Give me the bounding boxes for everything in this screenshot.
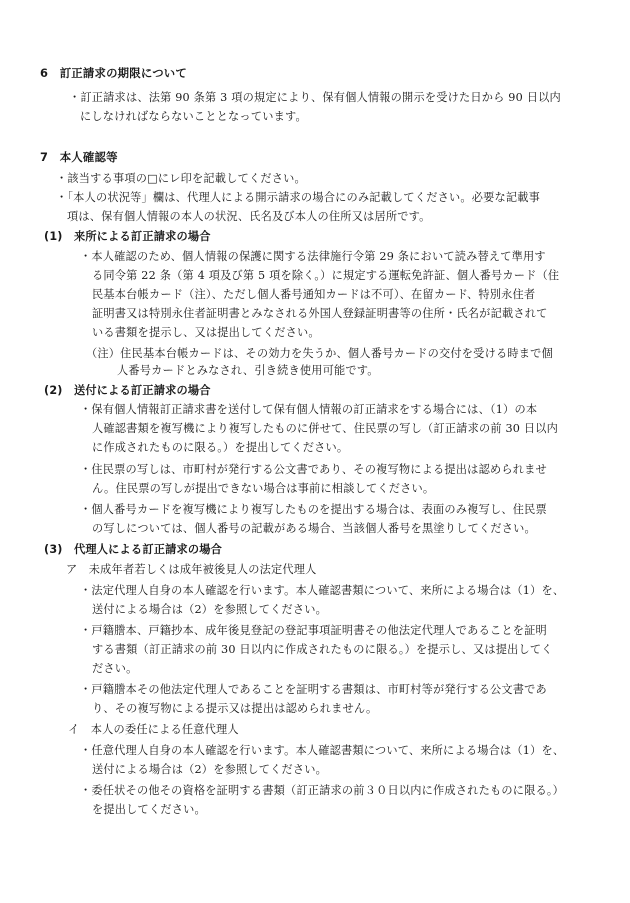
sub3-a-bullet-2-line-1: ・戸籍謄本、戸籍抄本、成年後見登記の登記事項証明書その他法定代理人であることを証明 [80, 624, 547, 637]
sub2-bullet-2-line-2: ん。住民票の写しが提出できない場合は事前に相談してください。 [92, 482, 435, 495]
s7-bullet-2-line-2: 項は、保有個人情報の本人の状況、氏名及び本人の住所又は居所です。 [67, 210, 431, 223]
sub1-bullet-1-line-4: 証明書又は特別永住者証明書とみなされる外国人登録証明書等の住所・氏名が記載されて [92, 307, 548, 320]
sub1-note-line-1: （注）住民基本台帳カードは、その効力を失うか、個人番号カードの交付を受ける時まで個 [86, 347, 553, 360]
sub1-bullet-1-line-1: ・本人確認のため、個人情報の保護に関する法律施行令第 29 条において読み替えて準用す [80, 250, 546, 263]
section-6-heading: 6 訂正請求の期限について [40, 66, 187, 80]
s7-bullet-1: ・該当する事項の□にレ印を記載してください。 [56, 172, 306, 185]
sub3-i-bullet-2-line-2: を提出してください。 [92, 803, 206, 816]
sub3-a-bullet-1-line-1: ・法定代理人自身の本人確認を行います。本人確認書類について、来所による場合は（1）を、 [80, 584, 565, 597]
sub2-bullet-3-line-2: の写しについては、個人番号の記載がある場合、当該個人番号を黒塗りしてください。 [92, 522, 536, 535]
sub3-i-title: イ 本人の委任による任意代理人 [68, 723, 239, 736]
sub3-i-bullet-1-line-1: ・任意代理人自身の本人確認を行います。本人確認書類について、来所による場合は（1）を、 [80, 744, 565, 757]
sub3-a-bullet-3-line-1: ・戸籍謄本その他法定代理人であることを証明する書類は、市町村等が発行する公文書であ [80, 683, 547, 696]
sub3-a-bullet-2-line-3: ださい。 [92, 662, 138, 675]
sub3-i-bullet-1-line-2: 送付による場合は（2）を参照してください。 [92, 763, 328, 776]
sub3-a-title: ア 未成年者若しくは成年被後見人の法定代理人 [66, 563, 317, 576]
sub1-bullet-1-line-5: いる書類を提示し、又は提出してください。 [92, 326, 320, 339]
s6-bullet-1-line-1: ・訂正請求は、法第 90 条第 3 項の規定により、保有個人情報の開示を受けた日から 90 日以内 [69, 91, 561, 104]
subsection-2-title: (2) 送付による訂正請求の場合 [44, 384, 211, 397]
sub3-a-bullet-1-line-2: 送付による場合は（2）を参照してください。 [92, 603, 328, 616]
subsection-1-title: (1) 来所による訂正請求の場合 [44, 230, 211, 243]
sub3-a-bullet-2-line-2: する書類（訂正請求の前 30 日以内に作成されたものに限る。）を提示し、又は提出してく [92, 643, 553, 656]
sub1-bullet-1-line-3: 民基本台帳カード（注）、ただし個人番号通知カードは不可）、在留カード、特別永住者 [92, 288, 536, 301]
sub3-a-bullet-3-line-2: り、その複写物による提示又は提出は認められません。 [92, 702, 378, 715]
s7-bullet-2-line-1: ・「本人の状況等」欄は、代理人による開示請求の場合にのみ記載してください。必要な記載事 [56, 191, 541, 204]
sub2-bullet-2-line-1: ・住民票の写しは、市町村が発行する公文書であり、その複写物による提出は認められませ [80, 463, 547, 476]
section-7-heading: 7 本人確認等 [40, 150, 118, 164]
sub2-bullet-1-line-2: 人確認書類を複写機により複写したものに併せて、住民票の写し（訂正請求の前 30 日以内 [92, 422, 559, 435]
s6-bullet-1-line-2: にしなければならないこととなっています。 [80, 110, 307, 123]
sub2-bullet-3-line-1: ・個人番号カードを複写機により複写したものを提出する場合は、表面のみ複写し、住民票 [80, 503, 547, 516]
sub3-i-bullet-2-line-1: ・委任状その他その資格を証明する書類（訂正請求の前３０日以内に作成されたものに限る。） [80, 784, 565, 797]
sub2-bullet-1-line-1: ・保有個人情報訂正請求書を送付して保有個人情報の訂正請求をする場合には、（1）の本 [80, 403, 538, 416]
sub2-bullet-1-line-3: に作成されたものに限る。）を提出してください。 [92, 441, 349, 454]
sub1-bullet-1-line-2: る同令第 22 条（第 4 項及び第 5 項を除く。）に規定する運転免許証、個人番号カード（住 [92, 269, 560, 282]
subsection-3-title: (3) 代理人による訂正請求の場合 [44, 543, 223, 556]
sub1-note-line-2: 人番号カードとみなされ、引き続き使用可能です。 [117, 364, 379, 377]
